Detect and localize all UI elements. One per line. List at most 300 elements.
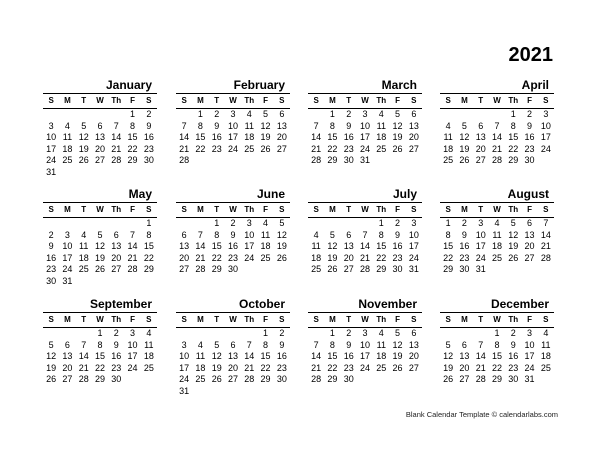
day-cell: 22 <box>327 143 338 154</box>
weekday-label: W <box>96 96 104 105</box>
day-cell: 20 <box>408 351 419 361</box>
weekday-label: S <box>279 96 285 105</box>
day-cell: 7 <box>313 120 319 131</box>
weekday-label: T <box>214 205 220 214</box>
day-cell: 5 <box>329 229 335 240</box>
day-cell: 23 <box>508 362 519 373</box>
day-cell: 5 <box>395 328 401 338</box>
day-cell: 16 <box>392 241 403 251</box>
weekday-label: S <box>411 205 417 214</box>
day-cell: 18 <box>260 241 271 251</box>
weekday-label: F <box>395 96 400 105</box>
day-cell: 21 <box>540 241 551 251</box>
weekday-label: Th <box>508 315 519 324</box>
day-cell: 14 <box>491 132 502 142</box>
day-cell: 29 <box>327 374 338 384</box>
day-cell: 7 <box>81 339 87 350</box>
day-cell: 5 <box>279 218 285 228</box>
weekday-header <box>308 202 422 218</box>
day-cell: 10 <box>46 132 57 142</box>
day-cell: 20 <box>524 241 535 251</box>
day-cell: 19 <box>443 362 454 373</box>
day-cell: 14 <box>540 229 551 240</box>
day-cell: 18 <box>78 252 89 263</box>
day-cell: 12 <box>327 241 338 251</box>
empty-cell <box>176 218 192 230</box>
day-cell: 19 <box>392 132 403 142</box>
day-cell: 20 <box>227 362 238 373</box>
weekday-label: S <box>445 315 451 324</box>
day-grid <box>176 328 290 397</box>
month-july <box>308 187 422 276</box>
day-cell: 22 <box>508 143 519 154</box>
day-cell: 3 <box>64 229 70 240</box>
weekday-label: S <box>445 205 451 214</box>
day-cell: 2 <box>346 109 352 119</box>
day-cell: 2 <box>395 218 401 228</box>
day-cell: 22 <box>491 362 502 373</box>
day-cell: 21 <box>311 143 322 154</box>
day-cell: 18 <box>195 362 206 373</box>
weekday-label: F <box>263 315 268 324</box>
day-cell: 30 <box>143 155 154 165</box>
day-cell: 8 <box>197 120 203 131</box>
weekday-label: S <box>181 205 187 214</box>
day-cell: 12 <box>459 132 470 142</box>
day-cell: 1 <box>263 328 269 338</box>
weekday-label: W <box>361 315 369 324</box>
day-cell: 9 <box>527 120 533 131</box>
day-cell: 30 <box>111 374 122 384</box>
day-cell: 20 <box>408 132 419 142</box>
day-cell: 13 <box>475 132 486 142</box>
empty-cell <box>124 218 140 230</box>
day-grid <box>308 109 422 167</box>
day-cell: 31 <box>524 374 535 384</box>
day-cell: 20 <box>475 143 486 154</box>
day-cell: 21 <box>127 252 138 263</box>
day-cell: 4 <box>246 109 252 119</box>
weekday-header <box>440 312 554 328</box>
day-grid <box>308 218 422 276</box>
day-cell: 28 <box>127 264 138 274</box>
year-title: 2021 <box>508 44 553 66</box>
weekday-label: Th <box>111 315 122 324</box>
day-cell: 28 <box>78 374 89 384</box>
empty-cell <box>473 109 489 121</box>
day-grid <box>440 328 554 386</box>
day-cell: 22 <box>127 143 138 154</box>
day-cell: 14 <box>311 351 322 361</box>
month-name: May <box>128 187 152 201</box>
weekday-label: W <box>493 96 501 105</box>
day-cell: 7 <box>130 229 136 240</box>
day-cell: 8 <box>510 120 516 131</box>
day-cell: 13 <box>408 120 419 131</box>
day-cell: 25 <box>260 252 271 263</box>
day-grid <box>176 218 290 276</box>
day-cell: 10 <box>127 339 138 350</box>
weekday-label: T <box>214 96 220 105</box>
empty-cell <box>43 328 59 340</box>
day-cell: 2 <box>48 229 54 240</box>
day-cell: 9 <box>214 120 220 131</box>
weekday-label: T <box>346 315 352 324</box>
day-cell: 17 <box>359 132 370 142</box>
day-cell: 8 <box>494 339 500 350</box>
day-cell: 5 <box>48 339 54 350</box>
weekday-label: M <box>461 205 468 214</box>
day-cell: 29 <box>211 264 222 274</box>
month-name: December <box>490 297 549 311</box>
weekday-label: T <box>478 205 484 214</box>
day-grid <box>308 328 422 386</box>
weekday-header <box>176 93 290 109</box>
weekday-label: Th <box>376 315 387 324</box>
day-cell: 29 <box>376 264 387 274</box>
day-cell: 12 <box>392 120 403 131</box>
day-cell: 10 <box>524 339 535 350</box>
day-cell: 25 <box>376 362 387 373</box>
day-cell: 22 <box>443 252 454 263</box>
day-cell: 1 <box>146 218 152 228</box>
day-cell: 24 <box>524 362 535 373</box>
month-january <box>43 78 157 178</box>
day-cell: 23 <box>392 252 403 263</box>
day-cell: 27 <box>276 143 287 154</box>
day-cell: 24 <box>46 155 57 165</box>
day-cell: 26 <box>260 143 271 154</box>
day-cell: 9 <box>48 241 54 251</box>
day-cell: 30 <box>227 264 238 274</box>
day-grid <box>43 218 157 287</box>
day-cell: 16 <box>508 351 519 361</box>
day-cell: 15 <box>491 351 502 361</box>
day-cell: 31 <box>179 385 190 396</box>
weekday-label: Th <box>244 205 255 214</box>
weekday-label: S <box>543 315 549 324</box>
weekday-label: M <box>64 96 71 105</box>
day-cell: 3 <box>130 328 136 338</box>
day-cell: 18 <box>143 351 154 361</box>
empty-cell <box>92 218 108 230</box>
day-cell: 10 <box>227 120 238 131</box>
day-cell: 31 <box>475 264 486 274</box>
month-november <box>308 297 422 386</box>
day-cell: 24 <box>359 362 370 373</box>
empty-cell <box>489 109 505 121</box>
day-cell: 1 <box>97 328 103 338</box>
day-cell: 12 <box>276 229 287 240</box>
day-cell: 4 <box>445 120 451 131</box>
day-cell: 27 <box>459 374 470 384</box>
day-cell: 14 <box>179 132 190 142</box>
empty-cell <box>59 218 75 230</box>
day-cell: 19 <box>78 143 89 154</box>
day-cell: 28 <box>195 264 206 274</box>
day-cell: 20 <box>276 132 287 142</box>
day-cell: 12 <box>46 351 57 361</box>
day-cell: 14 <box>127 241 138 251</box>
day-cell: 29 <box>260 374 271 384</box>
day-cell: 7 <box>494 120 500 131</box>
day-cell: 20 <box>94 143 105 154</box>
day-cell: 15 <box>211 241 222 251</box>
day-cell: 26 <box>211 374 222 384</box>
weekday-label: Th <box>508 205 519 214</box>
day-cell: 8 <box>378 229 384 240</box>
weekday-label: T <box>81 205 87 214</box>
day-cell: 16 <box>276 351 287 361</box>
day-cell: 2 <box>230 218 236 228</box>
day-cell: 30 <box>392 264 403 274</box>
day-cell: 26 <box>78 155 89 165</box>
day-cell: 19 <box>276 241 287 251</box>
empty-cell <box>456 109 472 121</box>
day-cell: 1 <box>445 218 451 228</box>
weekday-label: Th <box>111 96 122 105</box>
day-cell: 13 <box>343 241 354 251</box>
day-cell: 19 <box>260 132 271 142</box>
day-cell: 19 <box>46 362 57 373</box>
day-cell: 13 <box>276 120 287 131</box>
day-cell: 12 <box>211 351 222 361</box>
day-cell: 15 <box>143 241 154 251</box>
day-cell: 26 <box>327 264 338 274</box>
day-cell: 18 <box>244 132 255 142</box>
month-name: September <box>89 297 152 311</box>
day-cell: 13 <box>459 351 470 361</box>
day-cell: 13 <box>179 241 190 251</box>
day-cell: 7 <box>197 229 203 240</box>
day-cell: 17 <box>46 143 57 154</box>
day-cell: 13 <box>62 351 73 361</box>
day-cell: 1 <box>197 109 203 119</box>
month-name: February <box>233 78 285 92</box>
day-cell: 28 <box>491 155 502 165</box>
day-cell: 11 <box>244 120 254 131</box>
day-cell: 20 <box>111 252 122 263</box>
day-cell: 22 <box>94 362 105 373</box>
day-cell: 24 <box>227 143 238 154</box>
empty-cell <box>456 328 472 340</box>
day-cell: 23 <box>276 362 287 373</box>
day-cell: 24 <box>359 143 370 154</box>
day-cell: 7 <box>543 218 549 228</box>
day-cell: 18 <box>540 351 551 361</box>
day-cell: 10 <box>408 229 419 240</box>
day-cell: 26 <box>392 143 403 154</box>
weekday-label: T <box>346 96 352 105</box>
day-cell: 23 <box>343 362 354 373</box>
day-cell: 1 <box>510 109 516 119</box>
day-cell: 21 <box>195 252 206 263</box>
day-cell: 5 <box>214 339 220 350</box>
weekday-label: S <box>279 315 285 324</box>
day-cell: 18 <box>376 351 387 361</box>
day-cell: 16 <box>227 241 238 251</box>
weekday-label: S <box>543 96 549 105</box>
weekday-label: S <box>146 96 152 105</box>
empty-cell <box>192 328 208 340</box>
day-cell: 25 <box>540 362 551 373</box>
empty-cell <box>225 328 241 340</box>
weekday-label: S <box>313 315 319 324</box>
day-grid <box>176 109 290 167</box>
day-cell: 21 <box>179 143 190 154</box>
weekday-label: Th <box>111 205 122 214</box>
weekday-label: W <box>229 205 237 214</box>
day-cell: 6 <box>527 218 533 228</box>
day-cell: 20 <box>179 252 190 263</box>
weekday-label: M <box>197 315 204 324</box>
day-cell: 10 <box>540 120 551 131</box>
day-cell: 2 <box>346 328 352 338</box>
weekday-label: Th <box>244 315 255 324</box>
day-cell: 10 <box>475 229 486 240</box>
day-cell: 3 <box>181 339 187 350</box>
empty-cell <box>357 218 373 230</box>
empty-cell <box>241 328 257 340</box>
weekday-label: F <box>527 96 532 105</box>
day-cell: 6 <box>478 120 484 131</box>
day-cell: 4 <box>378 109 384 119</box>
weekday-label: M <box>461 315 468 324</box>
day-cell: 23 <box>111 362 122 373</box>
weekday-label: T <box>478 315 484 324</box>
day-cell: 1 <box>130 109 136 119</box>
day-cell: 22 <box>143 252 154 263</box>
day-cell: 21 <box>359 252 370 263</box>
weekday-label: S <box>48 96 54 105</box>
day-cell: 6 <box>411 109 417 119</box>
day-cell: 17 <box>524 351 535 361</box>
weekday-label: T <box>346 205 352 214</box>
weekday-label: S <box>48 205 54 214</box>
month-december <box>440 297 554 386</box>
day-cell: 4 <box>263 218 269 228</box>
day-cell: 6 <box>64 339 70 350</box>
weekday-label: M <box>197 205 204 214</box>
month-june <box>176 187 290 276</box>
weekday-label: F <box>130 315 135 324</box>
day-cell: 12 <box>392 339 403 350</box>
day-cell: 2 <box>461 218 467 228</box>
weekday-label: M <box>64 205 71 214</box>
day-cell: 9 <box>510 339 516 350</box>
day-cell: 14 <box>475 351 486 361</box>
weekday-label: Th <box>508 96 519 105</box>
day-cell: 11 <box>492 229 502 240</box>
empty-cell <box>209 328 225 340</box>
day-cell: 6 <box>279 109 285 119</box>
day-grid <box>43 328 157 386</box>
day-cell: 9 <box>346 339 352 350</box>
empty-cell <box>108 109 124 121</box>
day-cell: 27 <box>94 155 105 165</box>
day-cell: 29 <box>508 155 519 165</box>
day-cell: 5 <box>461 120 467 131</box>
day-cell: 4 <box>64 120 70 131</box>
day-cell: 3 <box>362 109 368 119</box>
day-cell: 26 <box>94 264 105 274</box>
day-cell: 21 <box>78 362 89 373</box>
day-cell: 24 <box>62 264 73 274</box>
weekday-header <box>440 202 554 218</box>
day-cell: 15 <box>327 351 338 361</box>
day-cell: 29 <box>143 264 154 274</box>
day-cell: 27 <box>227 374 238 384</box>
day-cell: 3 <box>543 109 549 119</box>
day-cell: 9 <box>230 229 236 240</box>
day-cell: 23 <box>46 264 57 274</box>
day-cell: 27 <box>408 362 419 373</box>
day-cell: 4 <box>313 229 319 240</box>
day-cell: 17 <box>62 252 73 263</box>
empty-cell <box>341 218 357 230</box>
day-grid <box>440 109 554 167</box>
day-cell: 12 <box>443 351 454 361</box>
day-cell: 3 <box>527 328 533 338</box>
day-cell: 30 <box>46 275 57 286</box>
day-cell: 16 <box>343 351 354 361</box>
day-cell: 14 <box>311 132 322 142</box>
day-cell: 19 <box>327 252 338 263</box>
month-september <box>43 297 157 386</box>
day-cell: 19 <box>392 351 403 361</box>
day-cell: 26 <box>443 374 454 384</box>
month-may <box>43 187 157 287</box>
day-cell: 20 <box>62 362 73 373</box>
day-cell: 8 <box>130 120 136 131</box>
day-cell: 18 <box>443 143 454 154</box>
day-cell: 9 <box>146 120 152 131</box>
day-cell: 8 <box>329 339 335 350</box>
day-cell: 25 <box>78 264 89 274</box>
day-cell: 24 <box>540 143 551 154</box>
month-name: March <box>381 78 417 92</box>
day-cell: 16 <box>143 132 154 142</box>
day-cell: 11 <box>376 339 386 350</box>
day-cell: 15 <box>443 241 454 251</box>
day-cell: 4 <box>378 328 384 338</box>
day-cell: 6 <box>181 229 187 240</box>
day-cell: 9 <box>461 229 467 240</box>
day-cell: 28 <box>111 155 122 165</box>
day-cell: 28 <box>244 374 255 384</box>
day-cell: 21 <box>475 362 486 373</box>
weekday-label: M <box>329 315 336 324</box>
weekday-label: M <box>329 205 336 214</box>
weekday-label: S <box>48 315 54 324</box>
day-cell: 29 <box>443 264 454 274</box>
day-grid <box>43 109 157 178</box>
day-cell: 11 <box>376 120 386 131</box>
weekday-label: F <box>527 315 532 324</box>
day-cell: 31 <box>359 155 370 165</box>
day-cell: 24 <box>408 252 419 263</box>
day-cell: 15 <box>260 351 271 361</box>
weekday-label: F <box>263 96 268 105</box>
day-cell: 8 <box>146 229 152 240</box>
month-march <box>308 78 422 167</box>
empty-cell <box>440 109 456 121</box>
month-name: January <box>105 78 152 92</box>
empty-cell <box>108 218 124 230</box>
weekday-header <box>440 93 554 109</box>
day-cell: 21 <box>311 362 322 373</box>
day-cell: 22 <box>260 362 271 373</box>
